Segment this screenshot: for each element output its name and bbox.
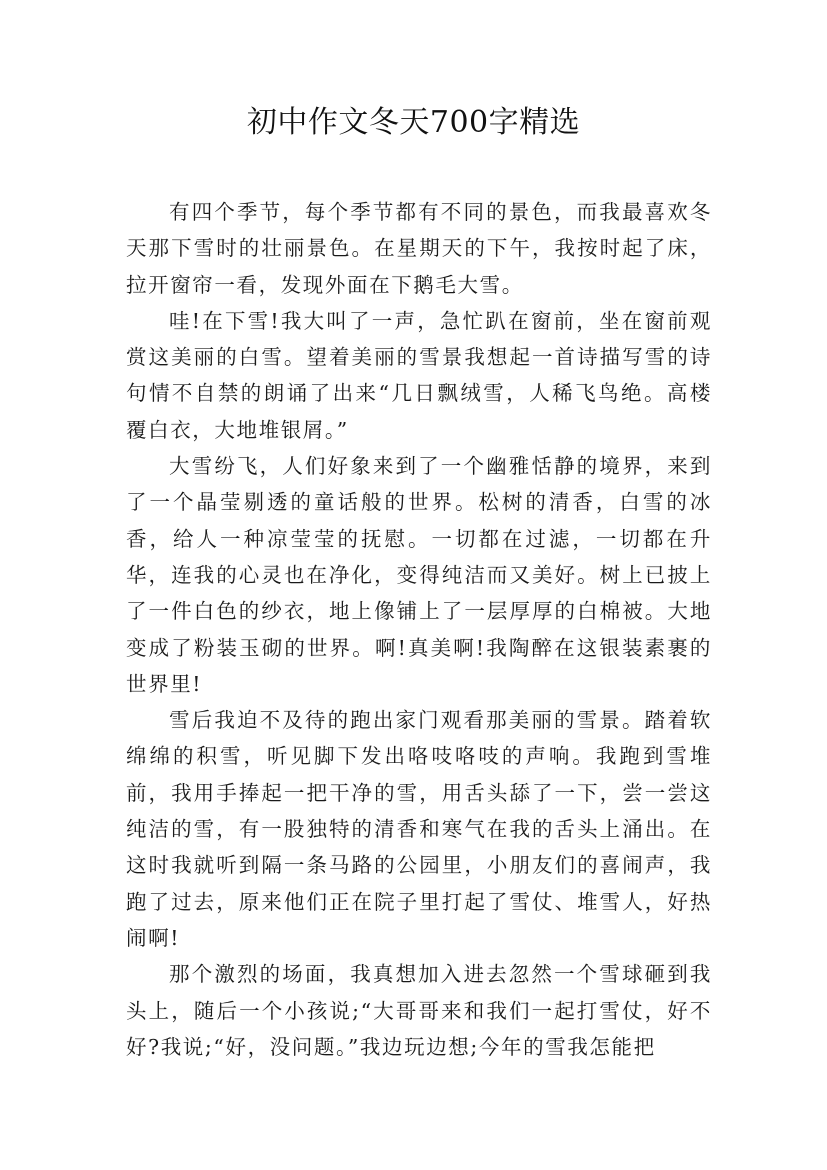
paragraph: 有四个季节，每个季节都有不同的景色，而我最喜欢冬天那下雪时的壮丽景色。在星期天的下午，我按时起了床，拉开窗帘一看，发现外面在下鹅毛大雪。 bbox=[126, 200, 712, 297]
paragraph: 哇!在下雪!我大叫了一声，急忙趴在窗前，坐在窗前观赏这美丽的白雪。望着美丽的雪景我想起一首诗描写雪的诗句情不自禁的朗诵了出来“几日飘绒雪，人稀飞鸟绝。高楼覆白衣，大地堆银屑。” bbox=[126, 308, 712, 442]
paragraph: 大雪纷飞，人们好象来到了一个幽雅恬静的境界，来到了一个晶莹剔透的童话般的世界。松树的清香，白雪的冰香，给人一种凉莹莹的抚慰。一切都在过滤，一切都在升华，连我的心灵也在净化，变得纯洁而又美好。树上已披上了一件白色的纱衣，地上像铺上了一层厚厚的白棉被。大地变成了粉装玉砌的世界。啊!真美啊!我陶醉在这银装素裹的世界里! bbox=[126, 454, 712, 696]
paragraph: 雪后我迫不及待的跑出家门观看那美丽的雪景。踏着软绵绵的积雪，听见脚下发出咯吱咯吱的声响。我跑到雪堆前，我用手捧起一把干净的雪，用舌头舔了一下，尝一尝这纯洁的雪，有一股独特的清香和寒气在我的舌头上涌出。在这时我就听到隔一条马路的公园里，小朋友们的喜闹声，我跑了过去，原来他们正在院子里打起了雪仗、堆雪人，好热闹啊! bbox=[126, 708, 712, 950]
paragraph: 那个激烈的场面，我真想加入进去忽然一个雪球砸到我头上，随后一个小孩说;“大哥哥来和我们一起打雪仗，好不好?我说;“好，没问题。”我边玩边想;今年的雪我怎能把 bbox=[126, 962, 712, 1059]
document-body bbox=[126, 194, 712, 1065]
document-title: 初中作文冬天700字精选 bbox=[246, 105, 581, 140]
